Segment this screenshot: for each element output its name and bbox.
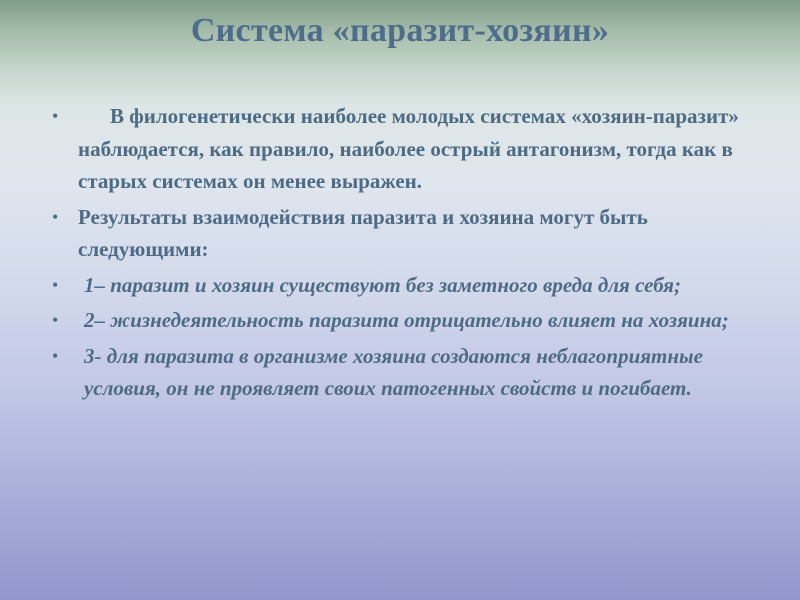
list-item-text: Результаты взаимодействия паразита и хозяина могут быть следующими:	[78, 204, 648, 261]
bullet-icon: •	[52, 345, 59, 366]
list-item-text: В филогенетически наиболее молодых системах «хозяин-паразит» наблюдается, как правило, наиболее острый антагонизм, тогда как в старых системах он менее выражен.	[78, 104, 739, 193]
list-item	[0, 340, 800, 405]
bullet-list	[0, 100, 800, 408]
list-item	[0, 100, 800, 198]
bullet-icon: •	[52, 310, 59, 330]
list-item-text: 2– жизнедеятельность паразита отрицательно влияет на хозяина;	[84, 308, 729, 332]
bullet-icon: •	[52, 206, 59, 227]
list-item-text: 3- для паразита в организме хозяина создаются неблагоприятные условия, он не проявляет своих патогенных свойств и погибает.	[84, 343, 703, 400]
bullet-icon: •	[52, 274, 59, 295]
bullet-icon: •	[52, 106, 59, 126]
list-item	[0, 269, 800, 302]
list-item	[0, 304, 800, 337]
slide-title: Система «паразит-хозяин»	[190, 12, 610, 49]
list-item	[0, 201, 800, 266]
list-item-text: 1– паразит и хозяин существуют без заметного вреда для себя;	[84, 272, 681, 297]
